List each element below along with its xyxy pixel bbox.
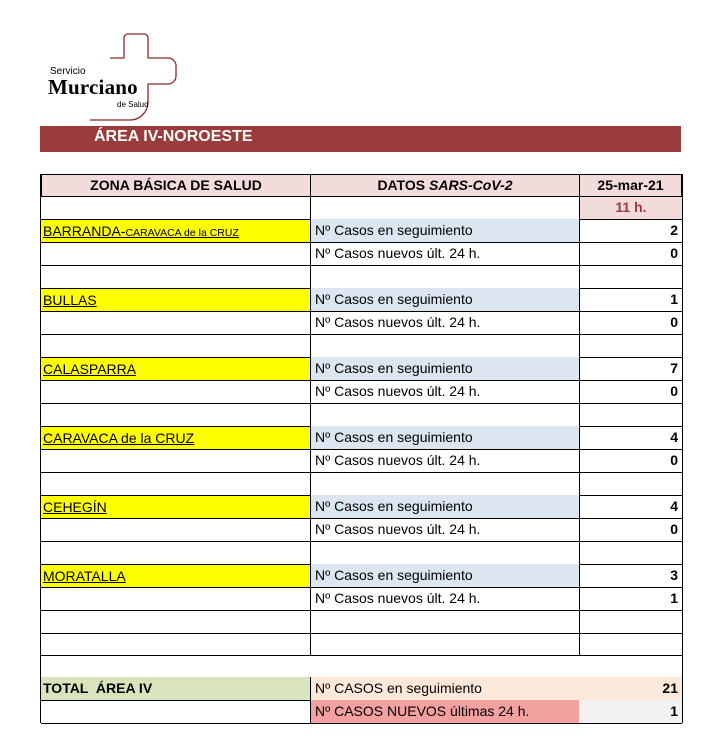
header-time: 11 h.	[579, 197, 682, 219]
zone-name-text: CARAVACA de la CRUZ	[43, 430, 195, 446]
new-cases-value: 0	[670, 452, 678, 468]
new-cases-label: Nº Casos nuevos últ. 24 h.	[310, 518, 580, 541]
header-datos-prefix: DATOS	[377, 177, 430, 193]
divider	[41, 196, 682, 197]
followup-label: Nº Casos en seguimiento	[310, 426, 580, 449]
followup-value: 4	[670, 429, 678, 445]
followup-value: 3	[670, 567, 678, 583]
area-title: ÁREA IV-NOROESTE	[94, 128, 253, 145]
new-cases-value: 0	[670, 314, 678, 330]
zone-name	[41, 427, 309, 450]
zone-name-text: CALASPARRA	[43, 361, 137, 377]
divider	[41, 655, 682, 656]
total-new-value: 1	[579, 700, 682, 723]
logo-line2: Murciano	[48, 75, 138, 99]
followup-value: 1	[670, 291, 678, 307]
divider	[41, 311, 682, 312]
new-cases-label: Nº Casos nuevos últ. 24 h.	[310, 587, 580, 610]
divider	[41, 449, 682, 450]
divider	[41, 633, 682, 634]
divider	[310, 174, 311, 655]
divider	[41, 541, 682, 542]
zone-name-small: CARAVACA de la CRUZ	[125, 227, 239, 239]
total-followup-label: Nº CASOS en seguimiento	[310, 677, 580, 700]
new-cases-label: Nº Casos nuevos últ. 24 h.	[310, 449, 580, 472]
header-date: 25-mar-21	[579, 174, 682, 197]
followup-label: Nº Casos en seguimiento	[310, 219, 580, 242]
zone-name	[41, 358, 309, 381]
new-cases-value: 1	[670, 590, 678, 606]
new-cases-label: Nº Casos nuevos últ. 24 h.	[310, 380, 580, 403]
followup-value: 4	[670, 498, 678, 514]
logo-line1: Servicio	[50, 66, 86, 77]
new-cases-label: Nº Casos nuevos últ. 24 h.	[310, 311, 580, 334]
new-cases-value: 0	[670, 383, 678, 399]
divider	[41, 518, 682, 519]
divider	[41, 723, 682, 724]
zone-name-text: BARRANDA-	[43, 223, 126, 239]
divider	[41, 380, 682, 381]
zone-name-text: MORATALLA	[43, 568, 126, 584]
followup-value: 7	[670, 360, 678, 376]
divider	[41, 587, 682, 588]
followup-label: Nº Casos en seguimiento	[310, 357, 580, 380]
divider	[41, 403, 682, 404]
divider	[41, 472, 682, 473]
zone-name	[41, 565, 309, 588]
total-followup-value: 21	[579, 677, 682, 700]
followup-value: 2	[670, 222, 678, 238]
total-new-label: Nº CASOS NUEVOS últimas 24 h.	[310, 700, 580, 723]
new-cases-value: 0	[670, 521, 678, 537]
new-cases-value: 0	[670, 245, 678, 261]
total-label: TOTAL ÁREA IV	[41, 677, 310, 700]
divider	[41, 242, 682, 243]
divider	[41, 334, 682, 335]
divider	[41, 610, 682, 611]
logo	[44, 30, 194, 125]
logo-line3: de Salud	[117, 100, 149, 109]
followup-label: Nº Casos en seguimiento	[310, 288, 580, 311]
header-zona: ZONA BÁSICA DE SALUD	[41, 174, 311, 197]
divider	[41, 265, 682, 266]
divider	[579, 174, 580, 655]
header-datos-italic: SARS-CoV-2	[429, 177, 513, 193]
cases-table	[40, 174, 683, 723]
new-cases-label: Nº Casos nuevos últ. 24 h.	[310, 242, 580, 265]
followup-label: Nº Casos en seguimiento	[310, 564, 580, 587]
zone-name-text: BULLAS	[43, 292, 97, 308]
zone-name	[41, 220, 309, 243]
header-datos	[310, 174, 580, 197]
zone-name	[41, 289, 309, 312]
area-banner	[40, 126, 681, 152]
zone-name	[41, 496, 309, 519]
followup-label: Nº Casos en seguimiento	[310, 495, 580, 518]
zone-name-text: CEHEGÍN	[43, 499, 107, 515]
